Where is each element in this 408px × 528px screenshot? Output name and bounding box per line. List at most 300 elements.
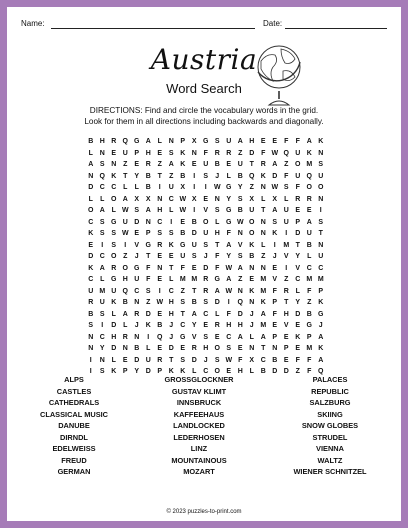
grid-letter[interactable]: K xyxy=(318,345,324,353)
grid-letter[interactable]: O xyxy=(318,184,324,192)
grid-letter[interactable]: B xyxy=(122,299,128,307)
grid-letter[interactable]: G xyxy=(214,276,220,284)
grid-letter[interactable]: G xyxy=(134,264,140,272)
grid-letter[interactable]: Q xyxy=(249,172,255,180)
grid-letter[interactable]: F xyxy=(146,264,151,272)
grid-letter[interactable]: V xyxy=(283,253,289,261)
grid-letter[interactable]: Z xyxy=(146,299,151,307)
grid-letter[interactable]: C xyxy=(203,368,209,376)
grid-letter[interactable]: I xyxy=(227,299,230,307)
grid-letter[interactable]: D xyxy=(168,345,174,353)
grid-letter[interactable]: C xyxy=(157,218,163,226)
grid-letter[interactable]: T xyxy=(169,356,174,364)
grid-letter[interactable]: P xyxy=(134,149,140,157)
grid-letter[interactable]: N xyxy=(260,230,266,238)
grid-letter[interactable]: M xyxy=(99,287,106,295)
grid-letter[interactable]: A xyxy=(191,310,197,318)
grid-letter[interactable]: S xyxy=(134,207,140,215)
grid-letter[interactable]: I xyxy=(193,207,196,215)
grid-letter[interactable]: U xyxy=(145,356,151,364)
grid-letter[interactable]: K xyxy=(88,230,94,238)
grid-letter[interactable]: E xyxy=(283,356,289,364)
grid-letter[interactable]: E xyxy=(306,207,312,215)
grid-letter[interactable]: S xyxy=(283,184,289,192)
grid-letter[interactable]: A xyxy=(168,161,174,169)
grid-letter[interactable]: L xyxy=(111,207,116,215)
grid-letter[interactable]: E xyxy=(191,161,197,169)
grid-letter[interactable]: M xyxy=(179,276,186,284)
grid-letter[interactable]: S xyxy=(99,161,105,169)
grid-letter[interactable]: M xyxy=(306,276,313,284)
grid-letter[interactable]: F xyxy=(180,264,185,272)
grid-letter[interactable]: O xyxy=(214,368,220,376)
grid-letter[interactable]: E xyxy=(157,276,163,284)
grid-letter[interactable]: R xyxy=(214,149,220,157)
grid-letter[interactable]: D xyxy=(272,368,278,376)
grid-letter[interactable]: F xyxy=(272,310,277,318)
grid-letter[interactable]: J xyxy=(203,356,208,364)
grid-letter[interactable]: S xyxy=(111,230,117,238)
grid-letter[interactable]: P xyxy=(295,218,301,226)
grid-letter[interactable]: C xyxy=(168,195,174,203)
grid-letter[interactable]: O xyxy=(249,230,255,238)
grid-letter[interactable]: J xyxy=(203,253,208,261)
grid-letter[interactable]: D xyxy=(88,253,94,261)
grid-letter[interactable]: N xyxy=(157,195,163,203)
grid-letter[interactable]: R xyxy=(111,138,117,146)
grid-letter[interactable]: L xyxy=(146,345,151,353)
grid-letter[interactable]: A xyxy=(88,161,94,169)
grid-letter[interactable]: L xyxy=(284,195,289,203)
grid-letter[interactable]: L xyxy=(192,368,197,376)
grid-letter[interactable]: F xyxy=(215,264,220,272)
grid-letter[interactable]: Z xyxy=(307,299,312,307)
grid-letter[interactable]: J xyxy=(249,322,254,330)
grid-letter[interactable]: K xyxy=(88,264,94,272)
grid-letter[interactable]: R xyxy=(145,161,151,169)
grid-letter[interactable]: A xyxy=(237,138,243,146)
grid-letter[interactable]: F xyxy=(226,230,231,238)
grid-letter[interactable]: A xyxy=(306,138,312,146)
grid-letter[interactable]: E xyxy=(180,345,186,353)
grid-letter[interactable]: J xyxy=(249,310,254,318)
grid-letter[interactable]: X xyxy=(134,195,140,203)
grid-letter[interactable]: C xyxy=(306,264,312,272)
grid-letter[interactable]: D xyxy=(191,356,197,364)
grid-letter[interactable]: L xyxy=(100,195,105,203)
grid-letter[interactable]: U xyxy=(203,161,209,169)
grid-letter[interactable]: H xyxy=(111,333,117,341)
grid-letter[interactable]: A xyxy=(306,218,312,226)
grid-letter[interactable]: X xyxy=(191,138,197,146)
grid-letter[interactable]: T xyxy=(249,161,254,169)
grid-letter[interactable]: I xyxy=(89,368,92,376)
grid-letter[interactable]: H xyxy=(283,310,289,318)
grid-letter[interactable]: K xyxy=(145,322,151,330)
grid-letter[interactable]: K xyxy=(306,149,312,157)
grid-letter[interactable]: P xyxy=(306,333,312,341)
grid-letter[interactable]: L xyxy=(249,368,254,376)
grid-letter[interactable]: V xyxy=(191,333,197,341)
grid-letter[interactable]: W xyxy=(225,287,233,295)
grid-letter[interactable]: V xyxy=(295,264,301,272)
grid-letter[interactable]: H xyxy=(237,322,243,330)
grid-letter[interactable]: T xyxy=(284,299,289,307)
grid-letter[interactable]: U xyxy=(122,218,128,226)
grid-letter[interactable]: W xyxy=(236,218,244,226)
grid-letter[interactable]: P xyxy=(318,287,324,295)
grid-letter[interactable]: O xyxy=(111,195,117,203)
grid-letter[interactable]: O xyxy=(214,345,220,353)
grid-letter[interactable]: Z xyxy=(238,276,243,284)
grid-letter[interactable]: A xyxy=(237,264,243,272)
grid-letter[interactable]: S xyxy=(99,218,105,226)
grid-letter[interactable]: A xyxy=(226,241,232,249)
grid-letter[interactable]: S xyxy=(203,241,209,249)
grid-letter[interactable]: W xyxy=(225,356,233,364)
grid-letter[interactable]: Z xyxy=(284,276,289,284)
grid-letter[interactable]: V xyxy=(272,276,278,284)
grid-letter[interactable]: O xyxy=(88,207,94,215)
grid-letter[interactable]: A xyxy=(99,207,105,215)
grid-letter[interactable]: T xyxy=(318,230,323,238)
grid-letter[interactable]: R xyxy=(157,241,163,249)
grid-letter[interactable]: P xyxy=(180,138,186,146)
grid-letter[interactable]: C xyxy=(99,333,105,341)
grid-letter[interactable]: G xyxy=(180,241,186,249)
grid-letter[interactable]: Y xyxy=(99,345,105,353)
grid-letter[interactable]: S xyxy=(203,172,209,180)
grid-letter[interactable]: W xyxy=(121,230,129,238)
grid-letter[interactable]: V xyxy=(203,207,209,215)
grid-letter[interactable]: R xyxy=(203,287,209,295)
grid-letter[interactable]: D xyxy=(145,310,151,318)
grid-letter[interactable]: D xyxy=(134,356,140,364)
grid-letter[interactable]: R xyxy=(306,195,312,203)
grid-letter[interactable]: D xyxy=(283,368,289,376)
grid-letter[interactable]: G xyxy=(318,310,324,318)
grid-letter[interactable]: U xyxy=(134,276,140,284)
grid-letter[interactable]: M xyxy=(260,276,267,284)
grid-letter[interactable]: N xyxy=(122,345,128,353)
grid-letter[interactable]: W xyxy=(179,195,187,203)
grid-letter[interactable]: W xyxy=(271,184,279,192)
grid-letter[interactable]: Z xyxy=(249,184,254,192)
grid-letter[interactable]: H xyxy=(214,230,220,238)
grid-letter[interactable]: I xyxy=(124,241,127,249)
grid-letter[interactable]: N xyxy=(249,264,255,272)
grid-letter[interactable]: C xyxy=(180,322,186,330)
grid-letter[interactable]: N xyxy=(111,161,117,169)
grid-letter[interactable]: D xyxy=(145,368,151,376)
grid-letter[interactable]: Z xyxy=(295,368,300,376)
grid-letter[interactable]: J xyxy=(134,253,139,261)
grid-letter[interactable]: Z xyxy=(157,161,162,169)
grid-letter[interactable]: R xyxy=(122,333,128,341)
grid-letter[interactable]: G xyxy=(111,276,117,284)
grid-letter[interactable]: G xyxy=(203,138,209,146)
grid-letter[interactable]: R xyxy=(226,149,232,157)
grid-letter[interactable]: A xyxy=(272,161,278,169)
grid-letter[interactable]: K xyxy=(111,172,117,180)
grid-letter[interactable]: U xyxy=(318,253,324,261)
grid-letter[interactable]: N xyxy=(260,264,266,272)
grid-letter[interactable]: U xyxy=(283,207,289,215)
grid-letter[interactable]: Q xyxy=(306,172,312,180)
grid-letter[interactable]: X xyxy=(249,356,255,364)
grid-letter[interactable]: P xyxy=(272,333,278,341)
grid-letter[interactable]: F xyxy=(215,253,220,261)
grid-letter[interactable]: Q xyxy=(122,138,128,146)
grid-letter[interactable]: N xyxy=(249,345,255,353)
grid-letter[interactable]: W xyxy=(225,264,233,272)
grid-letter[interactable]: W xyxy=(121,207,129,215)
grid-letter[interactable]: E xyxy=(134,161,140,169)
grid-letter[interactable]: Z xyxy=(261,253,266,261)
grid-letter[interactable]: J xyxy=(318,322,323,330)
grid-letter[interactable]: L xyxy=(307,253,312,261)
grid-letter[interactable]: O xyxy=(122,264,128,272)
grid-letter[interactable]: A xyxy=(99,264,105,272)
grid-letter[interactable]: L xyxy=(111,356,116,364)
grid-letter[interactable]: N xyxy=(249,299,255,307)
grid-letter[interactable]: A xyxy=(318,356,324,364)
grid-letter[interactable]: K xyxy=(260,299,266,307)
grid-letter[interactable]: I xyxy=(89,356,92,364)
grid-letter[interactable]: D xyxy=(237,310,243,318)
grid-letter[interactable]: P xyxy=(283,345,289,353)
grid-letter[interactable]: F xyxy=(284,138,289,146)
grid-letter[interactable]: M xyxy=(283,241,290,249)
grid-letter[interactable]: F xyxy=(261,149,266,157)
grid-letter[interactable]: G xyxy=(111,218,117,226)
grid-letter[interactable]: A xyxy=(318,333,324,341)
grid-letter[interactable]: E xyxy=(226,368,232,376)
grid-letter[interactable]: D xyxy=(272,172,278,180)
grid-letter[interactable]: R xyxy=(111,264,117,272)
grid-letter[interactable]: E xyxy=(295,207,301,215)
grid-letter[interactable]: E xyxy=(191,264,197,272)
grid-letter[interactable]: C xyxy=(260,356,266,364)
grid-letter[interactable]: P xyxy=(122,368,128,376)
grid-letter[interactable]: M xyxy=(260,287,267,295)
grid-letter[interactable]: R xyxy=(134,310,140,318)
grid-letter[interactable]: D xyxy=(295,310,301,318)
grid-letter[interactable]: C xyxy=(203,310,209,318)
grid-letter[interactable]: S xyxy=(318,218,324,226)
grid-letter[interactable]: C xyxy=(99,253,105,261)
grid-letter[interactable]: S xyxy=(157,230,163,238)
grid-letter[interactable]: B xyxy=(260,368,266,376)
grid-letter[interactable]: K xyxy=(168,241,174,249)
grid-letter[interactable]: T xyxy=(169,264,174,272)
grid-letter[interactable]: Y xyxy=(295,253,301,261)
grid-letter[interactable]: Y xyxy=(237,184,243,192)
grid-letter[interactable]: U xyxy=(88,287,94,295)
grid-letter[interactable]: P xyxy=(157,368,163,376)
grid-letter[interactable]: E xyxy=(157,310,163,318)
grid-letter[interactable]: S xyxy=(318,161,324,169)
grid-letter[interactable]: I xyxy=(193,172,196,180)
grid-letter[interactable]: S xyxy=(99,310,105,318)
grid-letter[interactable]: N xyxy=(134,333,140,341)
grid-letter[interactable]: F xyxy=(295,356,300,364)
grid-letter[interactable]: S xyxy=(88,322,94,330)
grid-letter[interactable]: I xyxy=(193,184,196,192)
grid-letter[interactable]: Y xyxy=(226,253,232,261)
grid-letter[interactable]: F xyxy=(307,368,312,376)
grid-letter[interactable]: U xyxy=(226,138,232,146)
grid-letter[interactable]: X xyxy=(180,184,186,192)
grid-letter[interactable]: J xyxy=(169,333,174,341)
grid-letter[interactable]: E xyxy=(122,356,128,364)
grid-letter[interactable]: D xyxy=(203,264,209,272)
grid-letter[interactable]: L xyxy=(134,184,139,192)
grid-letter[interactable]: L xyxy=(157,138,162,146)
grid-letter[interactable]: N xyxy=(145,218,151,226)
grid-letter[interactable]: E xyxy=(272,264,278,272)
grid-letter[interactable]: A xyxy=(145,207,151,215)
grid-letter[interactable]: J xyxy=(169,322,174,330)
grid-letter[interactable]: B xyxy=(157,322,163,330)
grid-letter[interactable]: I xyxy=(158,287,161,295)
grid-letter[interactable]: M xyxy=(191,276,198,284)
grid-letter[interactable]: L xyxy=(226,172,231,180)
grid-letter[interactable]: F xyxy=(295,184,300,192)
grid-letter[interactable]: K xyxy=(272,230,278,238)
grid-letter[interactable]: G xyxy=(226,207,232,215)
grid-letter[interactable]: S xyxy=(203,299,209,307)
grid-letter[interactable]: S xyxy=(168,149,174,157)
grid-letter[interactable]: I xyxy=(204,184,207,192)
grid-letter[interactable]: Q xyxy=(157,333,163,341)
grid-letter[interactable]: T xyxy=(157,172,162,180)
grid-letter[interactable]: B xyxy=(214,161,220,169)
grid-letter[interactable]: E xyxy=(295,322,301,330)
grid-letter[interactable]: M xyxy=(317,276,324,284)
grid-letter[interactable]: Y xyxy=(226,195,232,203)
grid-letter[interactable]: S xyxy=(111,241,117,249)
grid-letter[interactable]: C xyxy=(134,287,140,295)
grid-letter[interactable]: B xyxy=(88,138,94,146)
grid-letter[interactable]: R xyxy=(260,161,266,169)
grid-letter[interactable]: E xyxy=(203,322,209,330)
grid-letter[interactable]: C xyxy=(99,184,105,192)
grid-letter[interactable]: R xyxy=(203,276,209,284)
grid-letter[interactable]: A xyxy=(237,333,243,341)
grid-letter[interactable]: R xyxy=(214,322,220,330)
grid-letter[interactable]: K xyxy=(111,299,117,307)
grid-letter[interactable]: L xyxy=(261,241,266,249)
grid-letter[interactable]: Z xyxy=(284,161,289,169)
grid-letter[interactable]: N xyxy=(99,149,105,157)
grid-letter[interactable]: W xyxy=(271,149,279,157)
grid-letter[interactable]: E xyxy=(157,149,163,157)
grid-letter[interactable]: U xyxy=(249,207,255,215)
grid-letter[interactable]: D xyxy=(111,322,117,330)
grid-letter[interactable]: L xyxy=(88,149,93,157)
grid-letter[interactable]: L xyxy=(249,333,254,341)
grid-letter[interactable]: S xyxy=(272,218,278,226)
grid-letter[interactable]: B xyxy=(180,230,186,238)
grid-letter[interactable]: E xyxy=(283,333,289,341)
grid-letter[interactable]: C xyxy=(88,276,94,284)
grid-letter[interactable]: S xyxy=(237,253,243,261)
grid-letter[interactable]: L xyxy=(123,322,128,330)
grid-letter[interactable]: T xyxy=(123,172,128,180)
grid-letter[interactable]: L xyxy=(88,195,93,203)
grid-letter[interactable]: E xyxy=(226,161,232,169)
grid-letter[interactable]: A xyxy=(122,310,128,318)
grid-letter[interactable]: S xyxy=(214,138,220,146)
grid-letter[interactable]: G xyxy=(145,241,151,249)
grid-letter[interactable]: U xyxy=(203,230,209,238)
grid-letter[interactable]: C xyxy=(88,218,94,226)
grid-letter[interactable]: B xyxy=(191,218,197,226)
grid-letter[interactable]: T xyxy=(180,310,185,318)
grid-letter[interactable]: X xyxy=(249,195,255,203)
grid-letter[interactable]: E xyxy=(134,230,140,238)
grid-letter[interactable]: R xyxy=(295,195,301,203)
grid-letter[interactable]: E xyxy=(272,322,278,330)
grid-letter[interactable]: I xyxy=(273,241,276,249)
grid-letter[interactable]: B xyxy=(191,299,197,307)
grid-letter[interactable]: N xyxy=(88,345,94,353)
grid-letter[interactable]: O xyxy=(203,218,209,226)
grid-letter[interactable]: R xyxy=(191,345,197,353)
grid-letter[interactable]: K xyxy=(180,161,186,169)
grid-letter[interactable]: D xyxy=(249,149,255,157)
grid-letter[interactable]: N xyxy=(237,230,243,238)
grid-letter[interactable]: O xyxy=(306,184,312,192)
grid-letter[interactable]: N xyxy=(260,218,266,226)
grid-letter[interactable]: B xyxy=(237,172,243,180)
grid-letter[interactable]: N xyxy=(318,195,324,203)
grid-letter[interactable]: X xyxy=(272,195,278,203)
grid-letter[interactable]: E xyxy=(295,345,301,353)
grid-letter[interactable]: G xyxy=(306,322,312,330)
grid-letter[interactable]: L xyxy=(111,310,116,318)
grid-letter[interactable]: Y xyxy=(134,368,140,376)
grid-letter[interactable]: Y xyxy=(134,172,140,180)
grid-letter[interactable]: A xyxy=(272,207,278,215)
grid-letter[interactable]: T xyxy=(192,287,197,295)
grid-letter[interactable]: Q xyxy=(318,368,324,376)
grid-letter[interactable]: U xyxy=(306,230,312,238)
grid-letter[interactable]: T xyxy=(215,241,220,249)
grid-letter[interactable]: D xyxy=(88,184,94,192)
grid-letter[interactable]: U xyxy=(111,287,117,295)
grid-letter[interactable]: I xyxy=(319,207,322,215)
grid-letter[interactable]: I xyxy=(101,241,104,249)
grid-letter[interactable]: N xyxy=(318,241,324,249)
grid-letter[interactable]: E xyxy=(260,138,266,146)
grid-letter[interactable]: S xyxy=(99,368,105,376)
grid-letter[interactable]: I xyxy=(101,322,104,330)
grid-letter[interactable]: G xyxy=(180,333,186,341)
grid-letter[interactable]: C xyxy=(111,184,117,192)
grid-letter[interactable]: H xyxy=(249,138,255,146)
grid-letter[interactable]: E xyxy=(203,195,209,203)
grid-letter[interactable]: N xyxy=(237,287,243,295)
grid-letter[interactable]: H xyxy=(168,310,174,318)
grid-letter[interactable]: T xyxy=(261,345,266,353)
grid-letter[interactable]: S xyxy=(237,195,243,203)
grid-letter[interactable]: B xyxy=(306,241,312,249)
grid-letter[interactable]: Q xyxy=(283,149,289,157)
grid-letter[interactable]: E xyxy=(214,333,220,341)
grid-letter[interactable]: W xyxy=(213,184,221,192)
